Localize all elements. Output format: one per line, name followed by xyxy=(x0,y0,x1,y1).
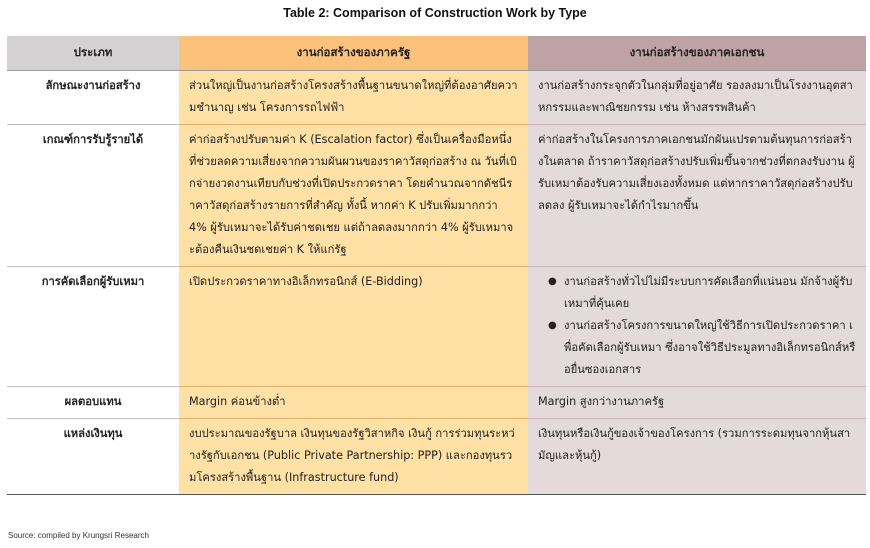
header-public: งานก่อสร้างของภาครัฐ xyxy=(179,36,528,71)
table-header-row xyxy=(7,36,866,71)
private-cell xyxy=(528,267,866,387)
row-label: การคัดเลือกผู้รับเหมา xyxy=(7,267,179,387)
table-row xyxy=(7,419,866,495)
row-label: เกณฑ์การรับรู้รายได้ xyxy=(7,125,179,267)
public-cell: Margin ค่อนข้างต่ำ xyxy=(179,387,528,419)
table-row xyxy=(7,125,866,267)
public-cell: ค่าก่อสร้างปรับตามค่า K (Escalation factor) ซึ่งเป็นเครื่องมือหนึ่งที่ช่วยลดความเสี่ยงจากความผันผวนของราคาวัสดุก่อสร้าง ณ วันที่เบิกจ่ายงวดงานเทียบกับช่วงที่เปิดประกวดราคา โดยคำนวณจากดัชนีราคาวัสดุก่อสร้างรายการที่สำคัญ ทั้งนี้ หากค่า K ปรับเพิ่มมากกว่า 4% ผู้รับเหมาจะได้รับค่าชดเชย แต่ถ้าลดลงมากกว่า 4% ผู้รับเหมาจะต้องคืนเงินชดเชยค่า K ให้แก่รัฐ xyxy=(179,125,528,267)
bullet-icon: ● xyxy=(548,320,557,331)
private-cell: ค่าก่อสร้างในโครงการภาคเอกชนมักผันแปรตามต้นทุนการก่อสร้างในตลาด ถ้าราคาวัสดุก่อสร้างปรับเพิ่มขึ้นจากช่วงที่ตกลงรับงาน ผู้รับเหมาต้องรับความเสี่ยงเองทั้งหมด แต่หากราคาวัสดุก่อสร้างปรับลดลง ผู้รับเหมาจะได้กำไรมากขึ้น xyxy=(528,125,866,267)
private-cell: เงินทุนหรือเงินกู้ของเจ้าของโครงการ (รวมการระดมทุนจากหุ้นสามัญและหุ้นกู้) xyxy=(528,419,866,495)
private-bullet-list xyxy=(538,271,856,381)
bullet-text: งานก่อสร้างโครงการขนาดใหญ่ใช้วิธีการเปิดประกวดราคา เพื่อคัดเลือกผู้รับเหมา ซึ่งอาจใช้วิธีประมูลทางอิเล็กทรอนิกส์หรือยื่นซองเอกสาร xyxy=(564,319,856,376)
comparison-table xyxy=(7,36,866,495)
private-cell: งานก่อสร้างกระจุกตัวในกลุ่มที่อยู่อาศัย รองลงมาเป็นโรงงานอุตสาหกรรมและพาณิชยกรรม เช่น ห้างสรรพสินค้า xyxy=(528,71,866,125)
header-type: ประเภท xyxy=(7,36,179,71)
table-row xyxy=(7,267,866,387)
table-title: Table 2: Comparison of Construction Work by Type xyxy=(283,6,587,20)
header-private: งานก่อสร้างของภาคเอกชน xyxy=(528,36,866,71)
row-label: ผลตอบแทน xyxy=(7,387,179,419)
bullet-icon: ● xyxy=(548,276,557,287)
table-row xyxy=(7,71,866,125)
private-cell: Margin สูงกว่างานภาครัฐ xyxy=(528,387,866,419)
public-cell: งบประมาณของรัฐบาล เงินทุนของรัฐวิสาหกิจ เงินกู้ การร่วมทุนระหว่างรัฐกับเอกชน (Public Private Partnership: PPP) และกองทุนรวมโครงสร้างพื้นฐาน (Infrastructure fund) xyxy=(179,419,528,495)
source-note: Source: compiled by Krungsri Research xyxy=(8,531,149,540)
public-cell: ส่วนใหญ่เป็นงานก่อสร้างโครงสร้างพื้นฐานขนาดใหญ่ที่ต้องอาศัยความชำนาญ เช่น โครงการรถไฟฟ้า xyxy=(179,71,528,125)
table-row xyxy=(7,387,866,419)
bullet-text: งานก่อสร้างทั่วไปไม่มีระบบการคัดเลือกที่แน่นอน มักจ้างผู้รับเหมาที่คุ้นเคย xyxy=(564,275,853,310)
row-label: ลักษณะงานก่อสร้าง xyxy=(7,71,179,125)
row-label: แหล่งเงินทุน xyxy=(7,419,179,495)
public-cell: เปิดประกวดราคาทางอิเล็กทรอนิกส์ (E-Bidding) xyxy=(179,267,528,387)
list-item xyxy=(548,271,856,315)
list-item xyxy=(548,315,856,381)
